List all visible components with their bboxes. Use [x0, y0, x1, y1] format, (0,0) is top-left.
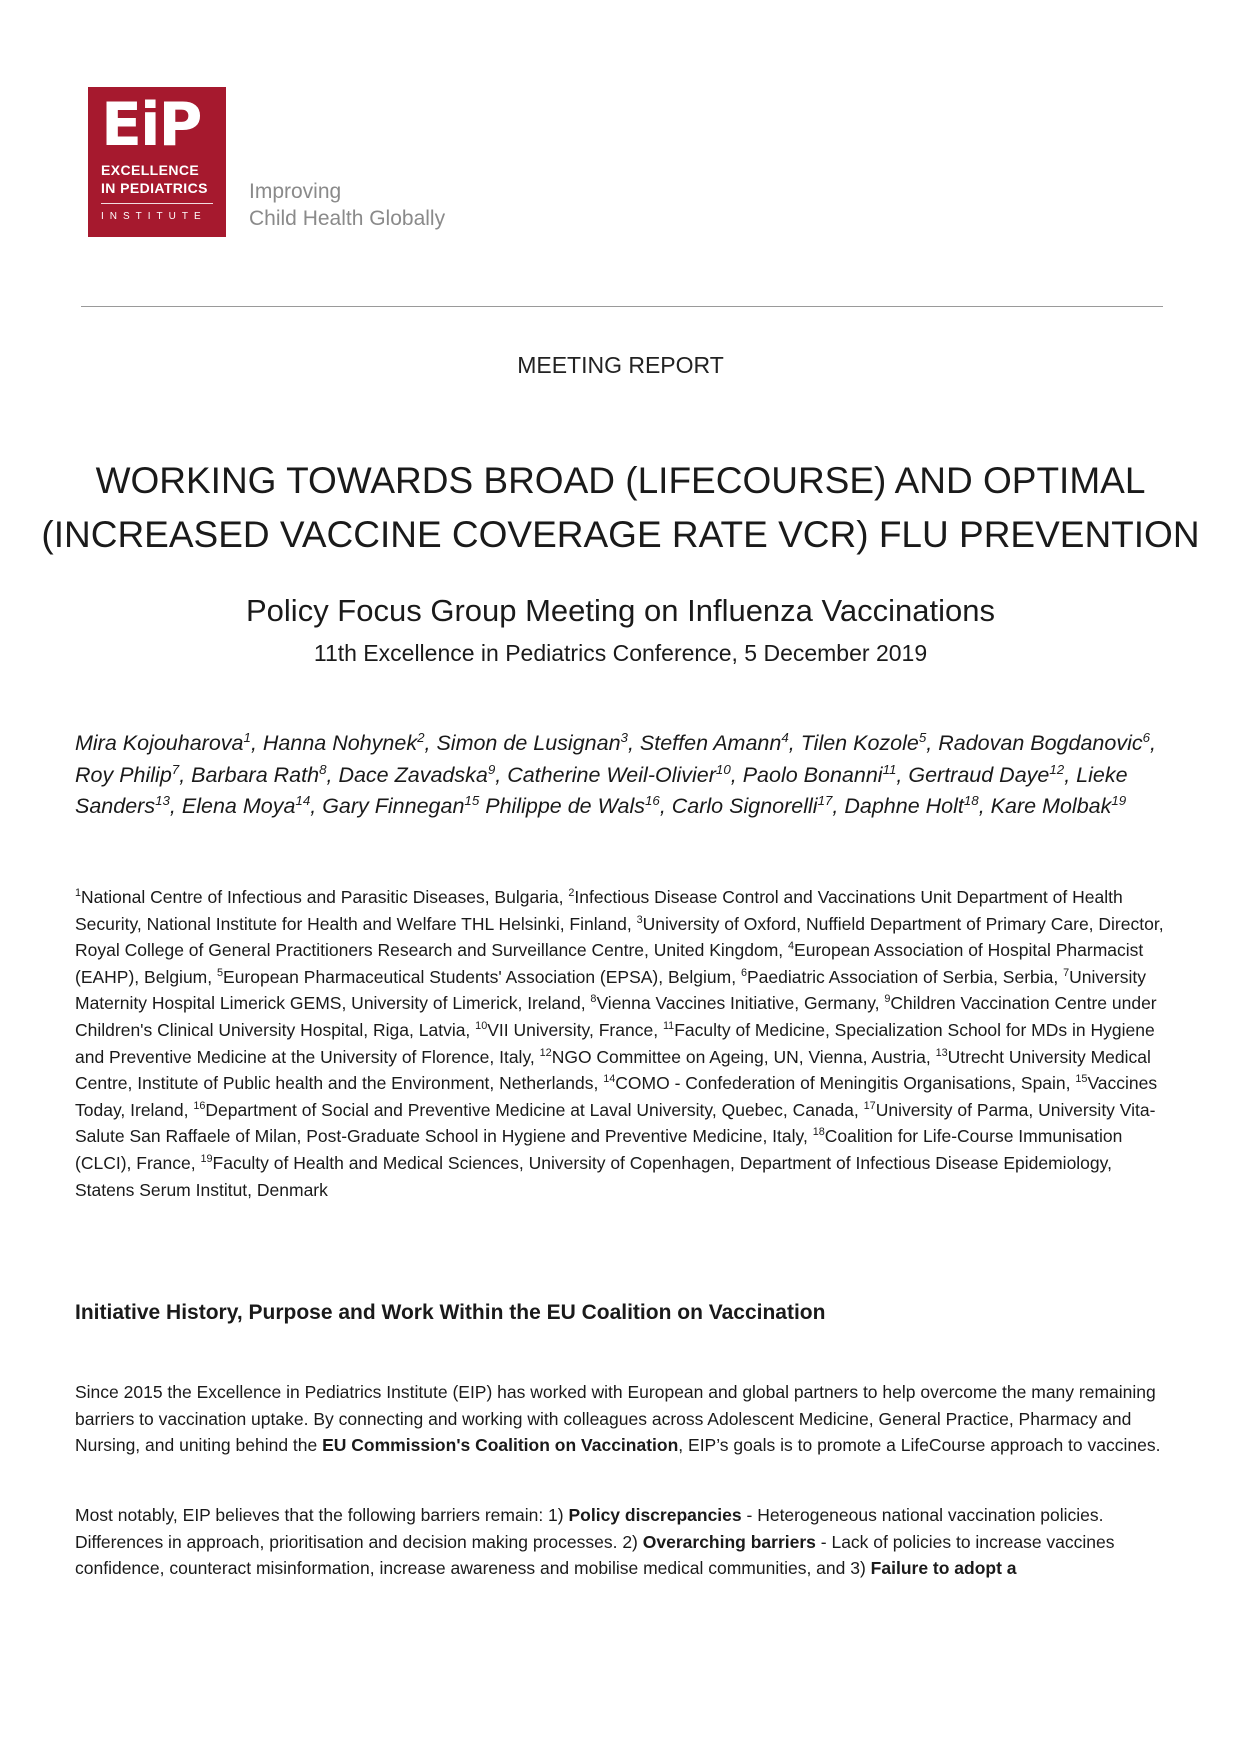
title-line-2: (INCREASED VACCINE COVERAGE RATE VCR) FLU PREVENTION [41, 514, 1200, 555]
author-name: Hanna Nohynek [262, 731, 418, 755]
p1-bold-coalition: EU Commission's Coalition on Vaccination [322, 1435, 679, 1456]
author-affiliation-number: 7 [171, 761, 180, 777]
author-name: Carlo Signorelli [671, 794, 818, 818]
p2-bold-policy: Policy discrepancies [568, 1505, 742, 1525]
p2-bold-overarching: Overarching barriers [642, 1531, 816, 1552]
title-line-1: WORKING TOWARDS BROAD (LIFECOURSE) AND OPTIMAL [95, 460, 1146, 501]
affiliation-text: University of Parma, University Vita-Salute San Raffaele of Milan, Post-Graduate School in Hygiene and Preventive Medicine, Italy, [75, 1099, 1156, 1147]
affiliation-text: European Pharmaceutical Students' Association (EPSA), Belgium, [223, 966, 741, 987]
author-separator: , [179, 762, 192, 787]
author-affiliation-number: 13 [155, 792, 170, 808]
author-separator: , [424, 731, 437, 755]
p2-text-c: - Lack of policies to increase vaccines confidence, counteract misinformation, increase awareness and mobilise medical communities, and 3) [75, 1531, 1115, 1579]
affiliation-text: COMO - Confederation of Meningitis Organisations, Spain, [615, 1073, 1076, 1094]
author-name: Elena Moya [181, 794, 296, 818]
author-name: Radovan Bogdanovic [938, 731, 1143, 755]
author-name: Gertraud Daye [908, 762, 1050, 787]
p2-text-a: Most notably, EIP believes that the following barriers remain: 1) [75, 1505, 569, 1525]
author-name: Philippe de Wals [485, 794, 645, 818]
author-name: Kare Molbak [990, 794, 1112, 818]
affiliation-number: 6 [740, 966, 747, 979]
document-title [40, 454, 1201, 562]
author-separator: , [788, 731, 801, 755]
affiliation-text: Coalition for Life-Course Immunisation (CLCI), France, [75, 1126, 1123, 1173]
author-affiliation-number: 15 [464, 792, 480, 808]
affiliation-text: Utrecht University Medical Centre, Institute of Public health and the Environment, Netherlands, [75, 1046, 1151, 1094]
author-separator: , [1150, 731, 1157, 755]
affiliation-text: Paediatric Association of Serbia, Serbia, [746, 966, 1064, 987]
affiliation-number: 7 [1063, 966, 1070, 979]
affiliation-text: Infectious Disease Control and Vaccinations Unit Department of Health Security, National Institute for Health and Welfare THL Helsinki, Finland, [75, 887, 1123, 934]
p2-text-b: - Heterogeneous national vaccination policies. Differences in approach, prioritisation and decision making processes. 2) [75, 1505, 1104, 1552]
affiliation-number: 1 [75, 887, 82, 900]
affiliation-number: 18 [812, 1126, 825, 1139]
author-separator: , [978, 794, 991, 818]
author-affiliation-number: 3 [620, 729, 628, 745]
section-heading: Initiative History, Purpose and Work Within the EU Coalition on Vaccination [75, 1301, 826, 1324]
author-name: Dace Zavadska [338, 762, 488, 787]
author-separator: , [896, 762, 909, 787]
author-separator: , [326, 762, 339, 787]
author-affiliation-number: 12 [1049, 761, 1065, 777]
affiliation-text: European Association of Hospital Pharmacist (EAHP), Belgium, [75, 940, 1144, 987]
author-affiliation-number: 6 [1142, 729, 1151, 745]
document-subtitle: Policy Focus Group Meeting on Influenza Vaccinations [246, 593, 995, 628]
author-name: Paolo Bonanni [742, 762, 883, 787]
affiliation-number: 17 [863, 1099, 876, 1112]
tagline-line-1: Improving [249, 180, 342, 203]
affiliation-number: 4 [788, 940, 795, 953]
affiliation-text: VII University, France, [487, 1019, 663, 1040]
affiliation-text: NGO Committee on Ageing, UN, Vienna, Austria, [551, 1046, 936, 1067]
affiliation-text: University Maternity Hospital Limerick GEMS, University of Limerick, Ireland, [75, 966, 1146, 1014]
affiliation-text: Department of Social and Preventive Medicine at Laval University, Quebec, Canada, [205, 1099, 864, 1120]
document-type-label: MEETING REPORT [517, 352, 724, 378]
author-name: Daphne Holt [844, 794, 964, 818]
author-separator: , [1064, 762, 1077, 787]
affiliation-number: 19 [200, 1153, 213, 1166]
affiliation-text: Faculty of Medicine, Specialization School for MDs in Hygiene and Preventive Medicine at the University of Florence, Italy, [75, 1019, 1155, 1067]
affiliation-number: 3 [636, 913, 643, 926]
affiliation-number: 15 [1075, 1073, 1088, 1086]
author-separator: , [495, 762, 508, 787]
logo-text-in-pediatrics: IN PEDIATRICS [101, 180, 208, 196]
author-separator: , [169, 794, 182, 818]
author-affiliation-number: 16 [644, 792, 660, 808]
author-name: Barbara Rath [191, 762, 320, 787]
author-separator: , [627, 731, 640, 755]
author-separator: , [310, 794, 323, 818]
logo-tagline [249, 178, 445, 232]
affiliation-number: 13 [935, 1046, 948, 1059]
conference-line: 11th Excellence in Pediatrics Conference, 5 December 2019 [313, 640, 928, 666]
author-affiliation-number: 19 [1111, 792, 1127, 808]
affiliation-number: 16 [193, 1099, 206, 1112]
header-divider [81, 306, 1163, 307]
paragraph-1 [75, 1379, 1175, 1459]
author-name: Lieke Sanders [75, 762, 1128, 818]
author-affiliation-number: 9 [487, 761, 496, 777]
affiliation-text: University of Oxford, Nuffield Department of Primary Care, Director, Royal College of General Practitioners Research and Surveillance Centre, United Kingdom, [75, 913, 1164, 961]
affiliation-text: Faculty of Health and Medical Sciences, University of Copenhagen, Department of Infectious Disease Epidemiology, Statens Serum Institut, Denmark [75, 1152, 1112, 1200]
affiliation-number: 11 [662, 1020, 675, 1033]
affiliation-number: 5 [216, 966, 224, 979]
affiliation-number: 10 [475, 1020, 488, 1033]
author-name: Roy Philip [75, 762, 172, 787]
affiliation-text: National Centre of Infectious and Parasitic Diseases, Bulgaria, [81, 887, 569, 907]
p1-text-a: Since 2015 the Excellence in Pediatrics Institute (EIP) has worked with European and global partners to help overcome the many remaining barriers to vaccination uptake. By connecting and working with colleagues across Adolescent Medicine, General Practice, Pharmacy and Nursing, and uniting behind the [75, 1382, 1156, 1456]
author-list [75, 728, 1170, 823]
logo-text-institute: INSTITUTE [101, 211, 207, 222]
author-affiliation-number: 17 [817, 792, 833, 808]
affiliation-number: 14 [603, 1073, 616, 1086]
author-affiliation-number: 1 [243, 729, 251, 745]
affiliation-number: 8 [590, 993, 597, 1006]
author-affiliation-number: 8 [319, 761, 327, 777]
affiliation-text: Vienna Vaccines Initiative, Germany, [596, 993, 885, 1014]
author-name: Tilen Kozole [800, 731, 919, 755]
author-affiliation-number: 4 [781, 729, 789, 745]
p1-text-b: , EIP’s goals is to promote a LifeCourse approach to vaccines. [678, 1435, 1161, 1456]
affiliation-number: 9 [884, 993, 891, 1006]
tagline-line-2: Child Health Globally [249, 207, 446, 230]
author-separator: , [832, 794, 845, 818]
author-name: Steffen Amann [639, 731, 782, 755]
p2-bold-failure: Failure to adopt a [870, 1558, 1017, 1579]
author-separator: , [730, 762, 743, 787]
affiliation-text: Children Vaccination Centre under Children's Clinical University Hospital, Riga, Latvia, [75, 993, 1157, 1040]
eip-logo [88, 87, 226, 237]
logo-divider [101, 203, 213, 204]
affiliation-text: Vaccines Today, Ireland, [75, 1073, 1158, 1120]
affiliation-list [75, 884, 1175, 1203]
author-name: Mira Kojouharova [75, 731, 244, 755]
author-separator: , [926, 731, 939, 755]
affiliation-number: 12 [539, 1046, 552, 1059]
author-affiliation-number: 2 [417, 729, 425, 745]
author-name: Catherine Weil-Olivier [507, 762, 716, 787]
author-affiliation-number: 5 [918, 729, 927, 745]
affiliation-number: 2 [568, 887, 575, 900]
author-affiliation-number: 18 [963, 792, 979, 808]
logo-mark: EiP [101, 90, 201, 160]
author-affiliation-number: 11 [882, 761, 897, 777]
author-affiliation-number: 10 [715, 761, 731, 777]
author-separator: , [659, 794, 672, 818]
author-name: Simon de Lusignan [436, 731, 621, 755]
author-affiliation-number: 14 [295, 792, 311, 808]
logo-text-excellence: EXCELLENCE [101, 162, 200, 178]
paragraph-2 [75, 1502, 1175, 1582]
author-separator: , [250, 731, 263, 755]
author-name: Gary Finnegan [322, 794, 465, 818]
